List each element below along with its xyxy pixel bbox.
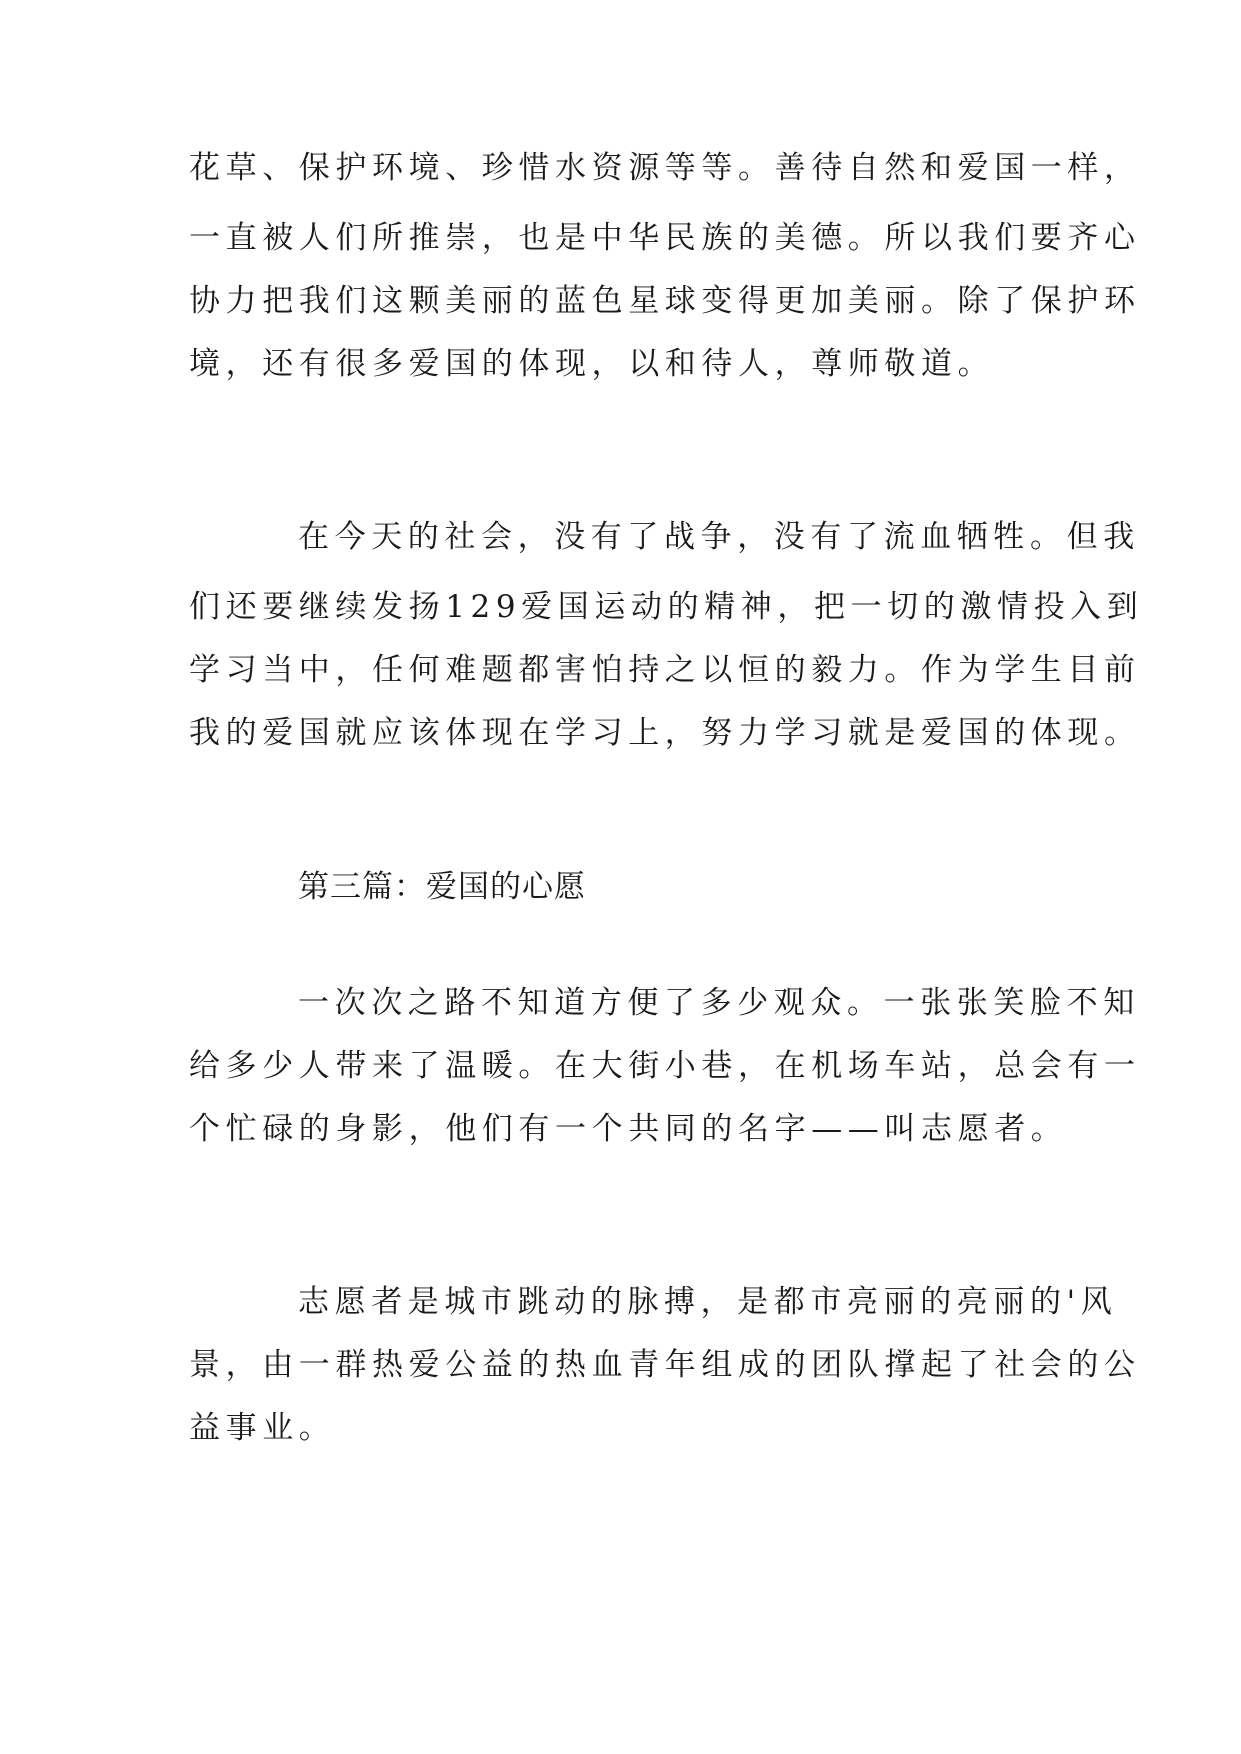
paragraph-4-line-3: 益事业。	[189, 1410, 336, 1446]
paragraph-4-line-2: 景，由一群热爱公益的热血青年组成的团队撑起了社会的公	[189, 1347, 1141, 1383]
section-heading: 第三篇：爱国的心愿	[298, 869, 586, 905]
paragraph-2-line-3: 学习当中，任何难题都害怕持之以恒的毅力。作为学生目前	[189, 652, 1141, 688]
paragraph-1-line-1: 花草、保护环境、珍惜水资源等等。善待自然和爱国一样，	[189, 150, 1141, 186]
paragraph-3-line-1: 一次次之路不知道方便了多少观众。一张张笑脸不知	[298, 985, 1140, 1021]
paragraph-4-line-1: 志愿者是城市跳动的脉搏，是都市亮丽的亮丽的'风	[298, 1284, 1118, 1320]
paragraph-2-line-2: 们还要继续发扬129爱国运动的精神，把一切的激情投入到	[189, 589, 1144, 625]
paragraph-3-line-2: 给多少人带来了温暖。在大街小巷，在机场车站，总会有一	[189, 1048, 1141, 1084]
paragraph-1-line-2: 一直被人们所推崇，也是中华民族的美德。所以我们要齐心	[189, 220, 1141, 256]
paragraph-2-line-1: 在今天的社会，没有了战争，没有了流血牺牲。但我	[298, 519, 1140, 555]
paragraph-1-line-3: 协力把我们这颗美丽的蓝色星球变得更加美丽。除了保护环	[189, 283, 1141, 319]
paragraph-2-line-4: 我的爱国就应该体现在学习上，努力学习就是爱国的体现。	[189, 715, 1141, 751]
paragraph-1-line-4: 境，还有很多爱国的体现，以和待人，尊师敬道。	[189, 346, 995, 382]
paragraph-3-line-3: 个忙碌的身影，他们有一个共同的名字——叫志愿者。	[189, 1111, 1068, 1147]
